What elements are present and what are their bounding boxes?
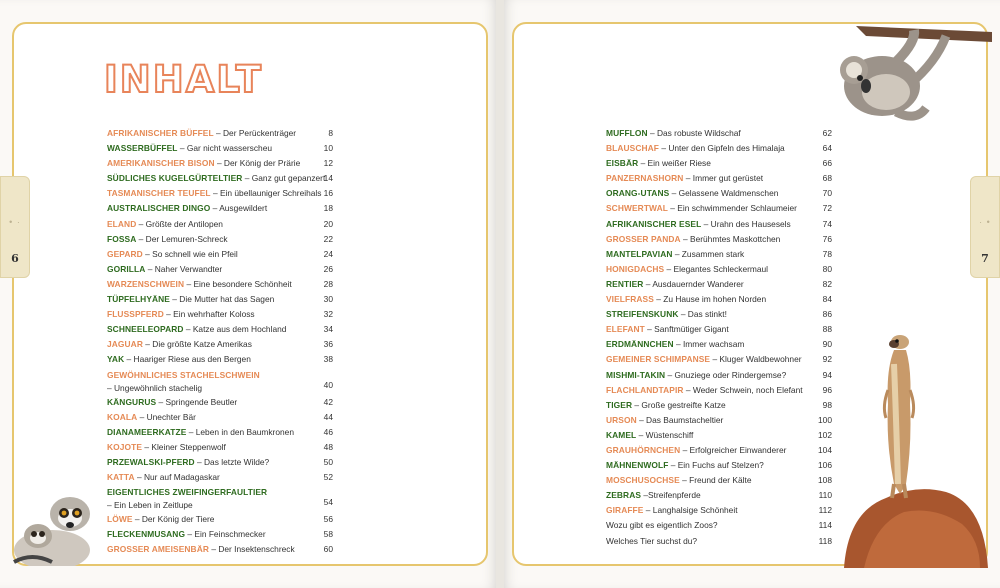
toc-entry[interactable]	[606, 247, 832, 262]
toc-entry-page: 86	[822, 309, 832, 320]
right-page	[504, 0, 1000, 588]
toc-entry-page: 28	[323, 278, 333, 289]
toc-entry[interactable]	[107, 337, 333, 352]
toc-entry-page: 82	[822, 278, 832, 289]
toc-entry-animal: STREIFENSKUNK	[606, 309, 679, 320]
toc-entry-subtitle: – Der König der Tiere	[132, 514, 215, 525]
toc-entry-subtitle: – Sanftmütiger Gigant	[644, 324, 729, 335]
toc-entry[interactable]	[107, 368, 333, 394]
toc-entry-subtitle: – Das stinkt!	[678, 309, 727, 320]
toc-entry-subtitle: – Langhalsige Schönheit	[643, 505, 738, 516]
toc-entry-subtitle: – Die Mutter hat das Sagen	[169, 294, 275, 305]
toc-entry-animal: AFRIKANISCHER ESEL	[606, 218, 702, 229]
toc-entry[interactable]	[606, 337, 832, 352]
toc-entry-animal: GROSSER AMEISENBÄR	[107, 544, 210, 555]
toc-entry-animal: KOALA	[107, 411, 138, 422]
toc-entry[interactable]	[107, 352, 333, 367]
toc-entry-page: 38	[323, 354, 333, 365]
toc-entry-animal: ELAND	[107, 218, 137, 229]
toc-entry-page: 30	[323, 294, 333, 305]
toc-entry[interactable]	[606, 503, 832, 518]
left-page	[0, 0, 496, 588]
toc-entry-animal: FOSSA	[107, 233, 137, 244]
toc-entry[interactable]	[606, 443, 832, 458]
toc-entry-animal: JAGUAR	[107, 339, 143, 350]
toc-entry-animal: GORILLA	[107, 263, 146, 274]
toc-entry[interactable]	[107, 277, 333, 292]
toc-entry-animal: EISBÄR	[606, 158, 639, 169]
toc-entry-animal: FLECKENMUSANG	[107, 529, 186, 540]
toc-entry-subtitle: – Ein Fuchs auf Stelzen?	[668, 460, 764, 471]
toc-entry-page: 90	[822, 339, 832, 350]
koala-photo	[826, 22, 992, 126]
toc-entry-animal: HONIGDACHS	[606, 263, 665, 274]
toc-entry-page: 64	[822, 143, 832, 154]
toc-entry-subtitle: – Das robuste Wildschaf	[647, 128, 741, 138]
toc-entry-subtitle: – Elegantes Schleckermaul	[664, 263, 769, 274]
toc-entry[interactable]	[606, 473, 832, 488]
toc-entry[interactable]	[606, 126, 832, 141]
toc-entry[interactable]	[107, 292, 333, 307]
toc-entry-page: 24	[323, 248, 333, 259]
toc-entry-animal: PANZERNASHORN	[606, 173, 684, 184]
toc-entry-animal: GEWÖHNLICHES STACHELSCHWEIN	[107, 369, 260, 380]
toc-entry[interactable]	[107, 425, 333, 440]
toc-entry[interactable]	[606, 201, 832, 216]
toc-entry-animal: GROSSER PANDA	[606, 233, 681, 244]
toc-entry-page: 104	[818, 444, 832, 455]
toc-entry-animal: ELEFANT	[606, 324, 645, 335]
page-tab-right	[970, 176, 1000, 278]
toc-entry-animal: KÄNGURUS	[107, 396, 157, 407]
toc-entry[interactable]	[606, 458, 832, 473]
toc-entry-animal: FLACHLANDTAPIR	[606, 384, 684, 395]
toc-entry-subtitle: – Ein weißer Riese	[638, 158, 711, 169]
toc-entry-subtitle: – Nur auf Madagaskar	[134, 472, 220, 483]
toc-entry-page: 18	[323, 203, 333, 214]
toc-entry[interactable]	[107, 395, 333, 410]
toc-entry[interactable]	[606, 413, 832, 428]
toc-entry-animal: KOJOTE	[107, 441, 143, 452]
toc-entry[interactable]	[107, 485, 333, 511]
toc-entry[interactable]	[606, 488, 832, 503]
toc-entry-subtitle: – So schnell wie ein Pfeil	[142, 248, 238, 259]
toc-entry-animal: MUFFLON	[606, 128, 648, 138]
toc-entry-subtitle: – Unter den Gipfeln des Himalaja	[659, 143, 785, 154]
toc-entry-page: 12	[323, 158, 333, 169]
toc-entry-page: 78	[822, 248, 832, 259]
toc-entry-page: 76	[822, 233, 832, 244]
toc-entry-animal: AMERIKANISCHER BISON	[107, 158, 215, 169]
toc-entry-page: 20	[323, 218, 333, 229]
toc-entry-page: 58	[323, 529, 333, 540]
toc-entry-page: 100	[818, 414, 832, 425]
toc-entry[interactable]	[107, 410, 333, 425]
toc-entry-subtitle: – Gnuziege oder Rindergemse?	[665, 369, 787, 380]
toc-entry-page: 48	[323, 441, 333, 452]
toc-entry[interactable]	[107, 186, 333, 201]
toc-entry[interactable]	[107, 141, 333, 156]
toc-entry-page: 96	[822, 384, 832, 395]
toc-entry[interactable]	[107, 217, 333, 232]
toc-entry-animal: GIRAFFE	[606, 505, 644, 516]
toc-entry[interactable]	[606, 156, 832, 171]
toc-entry-page: 102	[818, 429, 832, 440]
toc-entry[interactable]	[107, 232, 333, 247]
toc-entry[interactable]	[606, 322, 832, 337]
toc-entry-animal: KAMEL	[606, 429, 637, 440]
toc-entry-subtitle: – Freund der Kälte	[679, 475, 752, 486]
toc-entry-animal: SCHWERTWAL	[606, 203, 668, 214]
toc-entry-subtitle: – Große gestreifte Katze	[632, 399, 726, 410]
toc-entry-animal: MISHMI-TAKIN	[606, 369, 666, 380]
toc-entry-page: 52	[323, 472, 333, 483]
toc-entry-subtitle: – Ausdauernder Wanderer	[643, 278, 744, 289]
toc-entry-page: 10	[323, 143, 333, 154]
toc-entry-animal: MÄHNENWOLF	[606, 460, 669, 471]
toc-entry[interactable]	[606, 277, 832, 292]
toc-entry-animal: DIANAMEERKATZE	[107, 426, 187, 437]
toc-entry-subtitle: – Springende Beutler	[156, 396, 238, 407]
toc-entry-subtitle: – Die größte Katze Amerikas	[142, 339, 252, 350]
toc-entry-subtitle: – Der König der Prärie	[214, 158, 301, 169]
toc-entry[interactable]	[606, 307, 832, 322]
toc-entry-page: 16	[323, 188, 333, 199]
page-number-right: 7	[981, 252, 989, 265]
toc-entry-subtitle: – Eine besondere Schönheit	[184, 278, 292, 289]
toc-entry-animal: SÜDLICHES KUGELGÜRTELTIER	[107, 173, 243, 184]
toc-entry-animal: AFRIKANISCHER BÜFFEL	[107, 128, 214, 138]
toc-entry-page: 8	[328, 128, 333, 138]
toc-entry-subtitle: – Der Perückenträger	[213, 128, 297, 138]
toc-entry-animal: RENTIER	[606, 278, 644, 289]
toc-entry[interactable]	[107, 527, 333, 542]
toc-entry-animal: BLAUSCHAF	[606, 143, 660, 154]
toc-entry-page: 98	[822, 399, 832, 410]
toc-entry-animal: TASMANISCHER TEUFEL	[107, 188, 211, 199]
toc-entry-subtitle: – Der Insektenschreck	[209, 544, 295, 555]
toc-entry-subtitle: – Ein Leben in Zeitlupe	[107, 500, 193, 511]
toc-entry-animal: LÖWE	[107, 514, 133, 525]
toc-entry-page: 112	[818, 505, 832, 516]
toc-entry-page: 34	[323, 324, 333, 335]
page-title: INHALT	[104, 58, 264, 101]
toc-entry-subtitle: – Gelassene Waldmenschen	[669, 188, 779, 199]
toc-entry-animal: FLUSSPFERD	[107, 309, 164, 320]
toc-entry-page: 70	[822, 188, 832, 199]
toc-entry-subtitle: – Ein wehrhafter Koloss	[163, 309, 255, 320]
toc-entry-subtitle: – Der Lemuren-Schreck	[136, 233, 228, 244]
toc-entry[interactable]	[606, 428, 832, 443]
toc-entry[interactable]	[107, 455, 333, 470]
toc-entry-page: 108	[818, 475, 832, 486]
toc-entry[interactable]	[107, 247, 333, 262]
lemur-photo	[12, 492, 100, 566]
toc-entry-animal: TIGER	[606, 399, 633, 410]
toc-entry-page: 54	[323, 497, 333, 508]
toc-entry-page: 50	[323, 456, 333, 467]
toc-entry-subtitle: – Ganz gut gepanzert	[242, 173, 326, 184]
toc-entry-subtitle: – Kleiner Steppenwolf	[142, 441, 226, 452]
page-number-left: 6	[11, 252, 19, 265]
toc-entry-subtitle: – Haariger Riese aus den Bergen	[124, 354, 251, 365]
toc-entry-page: 44	[323, 411, 333, 422]
toc-entry-page: 118	[818, 535, 832, 546]
toc-entry-page: 32	[323, 309, 333, 320]
toc-entry-subtitle: – Urahn des Hausesels	[701, 218, 791, 229]
toc-entry-page: 110	[818, 490, 832, 501]
toc-entry-animal: GEMEINER SCHIMPANSE	[606, 354, 711, 365]
toc-entry-subtitle: – Wüstenschiff	[636, 429, 694, 440]
toc-entry-page: 62	[822, 128, 832, 138]
toc-entry-subtitle: – Größte der Antilopen	[136, 218, 223, 229]
toc-entry[interactable]	[107, 171, 333, 186]
toc-entry-page: 46	[323, 426, 333, 437]
toc-list-left	[107, 126, 333, 558]
toc-entry-animal: MANTELPAVIAN	[606, 248, 673, 259]
toc-entry-page: 94	[822, 369, 832, 380]
tab-dots: • ·	[9, 217, 21, 227]
toc-entry-subtitle: – Weder Schwein, noch Elefant	[683, 384, 803, 395]
toc-entry-subtitle: – Ein übellauniger Schreihals	[210, 188, 322, 199]
toc-entry-subtitle: – Kluger Waldbewohner	[710, 354, 802, 365]
tab-dots: · •	[979, 217, 991, 227]
toc-entry-page: 40	[323, 379, 333, 390]
toc-entry[interactable]	[606, 518, 832, 533]
toc-entry-animal: EIGENTLICHES ZWEIFINGERFAULTIER	[107, 487, 268, 498]
toc-entry-page: 56	[323, 514, 333, 525]
toc-entry-page: 68	[822, 173, 832, 184]
toc-entry[interactable]	[107, 322, 333, 337]
toc-entry-animal: ZEBRAS	[606, 490, 642, 501]
toc-entry-page: 26	[323, 263, 333, 274]
toc-entry-animal: GRAUHÖRNCHEN	[606, 444, 681, 455]
toc-entry-subtitle: – Berühmtes Maskottchen	[680, 233, 781, 244]
toc-entry[interactable]	[107, 542, 333, 557]
toc-entry-page: 88	[822, 324, 832, 335]
toc-entry-subtitle: Wozu gibt es eigentlich Zoos?	[606, 520, 718, 531]
toc-entry[interactable]	[606, 262, 832, 277]
toc-entry-animal: GEPARD	[107, 248, 143, 259]
toc-entry-page: 80	[822, 263, 832, 274]
toc-entry-subtitle: – Zu Hause im hohen Norden	[653, 294, 767, 305]
toc-entry-subtitle: – Ein Feinschmecker	[185, 529, 266, 540]
toc-entry[interactable]	[606, 171, 832, 186]
toc-entry[interactable]	[107, 126, 333, 141]
toc-entry-subtitle: –Streifenpferde	[641, 490, 701, 501]
toc-entry-subtitle: – Katze aus dem Hochland	[183, 324, 287, 335]
toc-entry-page: 14	[323, 173, 333, 184]
toc-entry[interactable]	[107, 512, 333, 527]
toc-entry-animal: WASSERBÜFFEL	[107, 143, 178, 154]
toc-entry-page: 114	[818, 520, 832, 531]
toc-entry[interactable]	[606, 534, 832, 549]
toc-entry-animal: VIELFRASS	[606, 294, 654, 305]
toc-entry-page: 60	[323, 544, 333, 555]
toc-entry-subtitle: – Ein schwimmender Schlaumeier	[667, 203, 797, 214]
toc-entry-subtitle: – Naher Verwandter	[145, 263, 223, 274]
toc-entry-page: 36	[323, 339, 333, 350]
toc-entry-animal: AUSTRALISCHER DINGO	[107, 203, 211, 214]
toc-entry[interactable]	[606, 352, 832, 367]
toc-entry-page: 72	[822, 203, 832, 214]
toc-entry-subtitle: Welches Tier suchst du?	[606, 535, 698, 546]
toc-entry[interactable]	[606, 141, 832, 156]
toc-list-right	[606, 126, 832, 549]
toc-entry[interactable]	[606, 232, 832, 247]
toc-entry-animal: MOSCHUSOCHSE	[606, 475, 680, 486]
toc-entry-animal: ERDMÄNNCHEN	[606, 339, 674, 350]
toc-entry[interactable]	[107, 307, 333, 322]
toc-entry-subtitle: – Unechter Bär	[137, 411, 196, 422]
toc-entry[interactable]	[107, 201, 333, 216]
toc-entry-subtitle: – Gar nicht wasserscheu	[177, 143, 273, 154]
toc-entry-animal: WARZENSCHWEIN	[107, 278, 185, 289]
toc-entry-animal: YAK	[107, 354, 125, 365]
toc-entry-animal: KATTA	[107, 472, 135, 483]
toc-entry-subtitle: – Ausgewildert	[210, 203, 268, 214]
toc-entry-subtitle: – Leben in den Baumkronen	[186, 426, 294, 437]
toc-entry[interactable]	[107, 440, 333, 455]
toc-entry-page: 84	[822, 294, 832, 305]
toc-entry-animal: ORANG-UTANS	[606, 188, 670, 199]
toc-entry-page: 42	[323, 396, 333, 407]
toc-entry[interactable]	[606, 292, 832, 307]
toc-entry-subtitle: – Das Baumstacheltier	[636, 414, 724, 425]
toc-entry[interactable]	[107, 156, 333, 171]
toc-entry-subtitle: – Zusammen stark	[672, 248, 745, 259]
toc-entry-subtitle: – Ungewöhnlich stachelig	[107, 382, 202, 393]
toc-entry-animal: TÜPFELHYÄNE	[107, 294, 170, 305]
meerkat-photo	[834, 334, 992, 568]
toc-entry[interactable]	[606, 217, 832, 232]
toc-entry[interactable]	[107, 262, 333, 277]
toc-entry-subtitle: – Erfolgreicher Einwanderer	[680, 444, 787, 455]
toc-entry-page: 74	[822, 218, 832, 229]
toc-entry-page: 106	[818, 460, 832, 471]
toc-entry-animal: PRZEWALSKI-PFERD	[107, 456, 195, 467]
toc-entry-page: 66	[822, 158, 832, 169]
toc-entry[interactable]	[606, 398, 832, 413]
toc-entry-animal: URSON	[606, 414, 637, 425]
toc-entry-animal: SCHNEELEOPARD	[107, 324, 184, 335]
toc-entry-subtitle: – Das letzte Wilde?	[194, 456, 270, 467]
toc-entry[interactable]	[606, 368, 832, 383]
toc-entry[interactable]	[107, 470, 333, 485]
toc-entry-page: 92	[822, 354, 832, 365]
toc-entry[interactable]	[606, 186, 832, 201]
toc-entry-page: 22	[323, 233, 333, 244]
toc-entry-subtitle: – Immer wachsam	[673, 339, 745, 350]
page-tab-left	[0, 176, 30, 278]
toc-entry[interactable]	[606, 383, 832, 398]
toc-entry-subtitle: – Immer gut gerüstet	[683, 173, 764, 184]
